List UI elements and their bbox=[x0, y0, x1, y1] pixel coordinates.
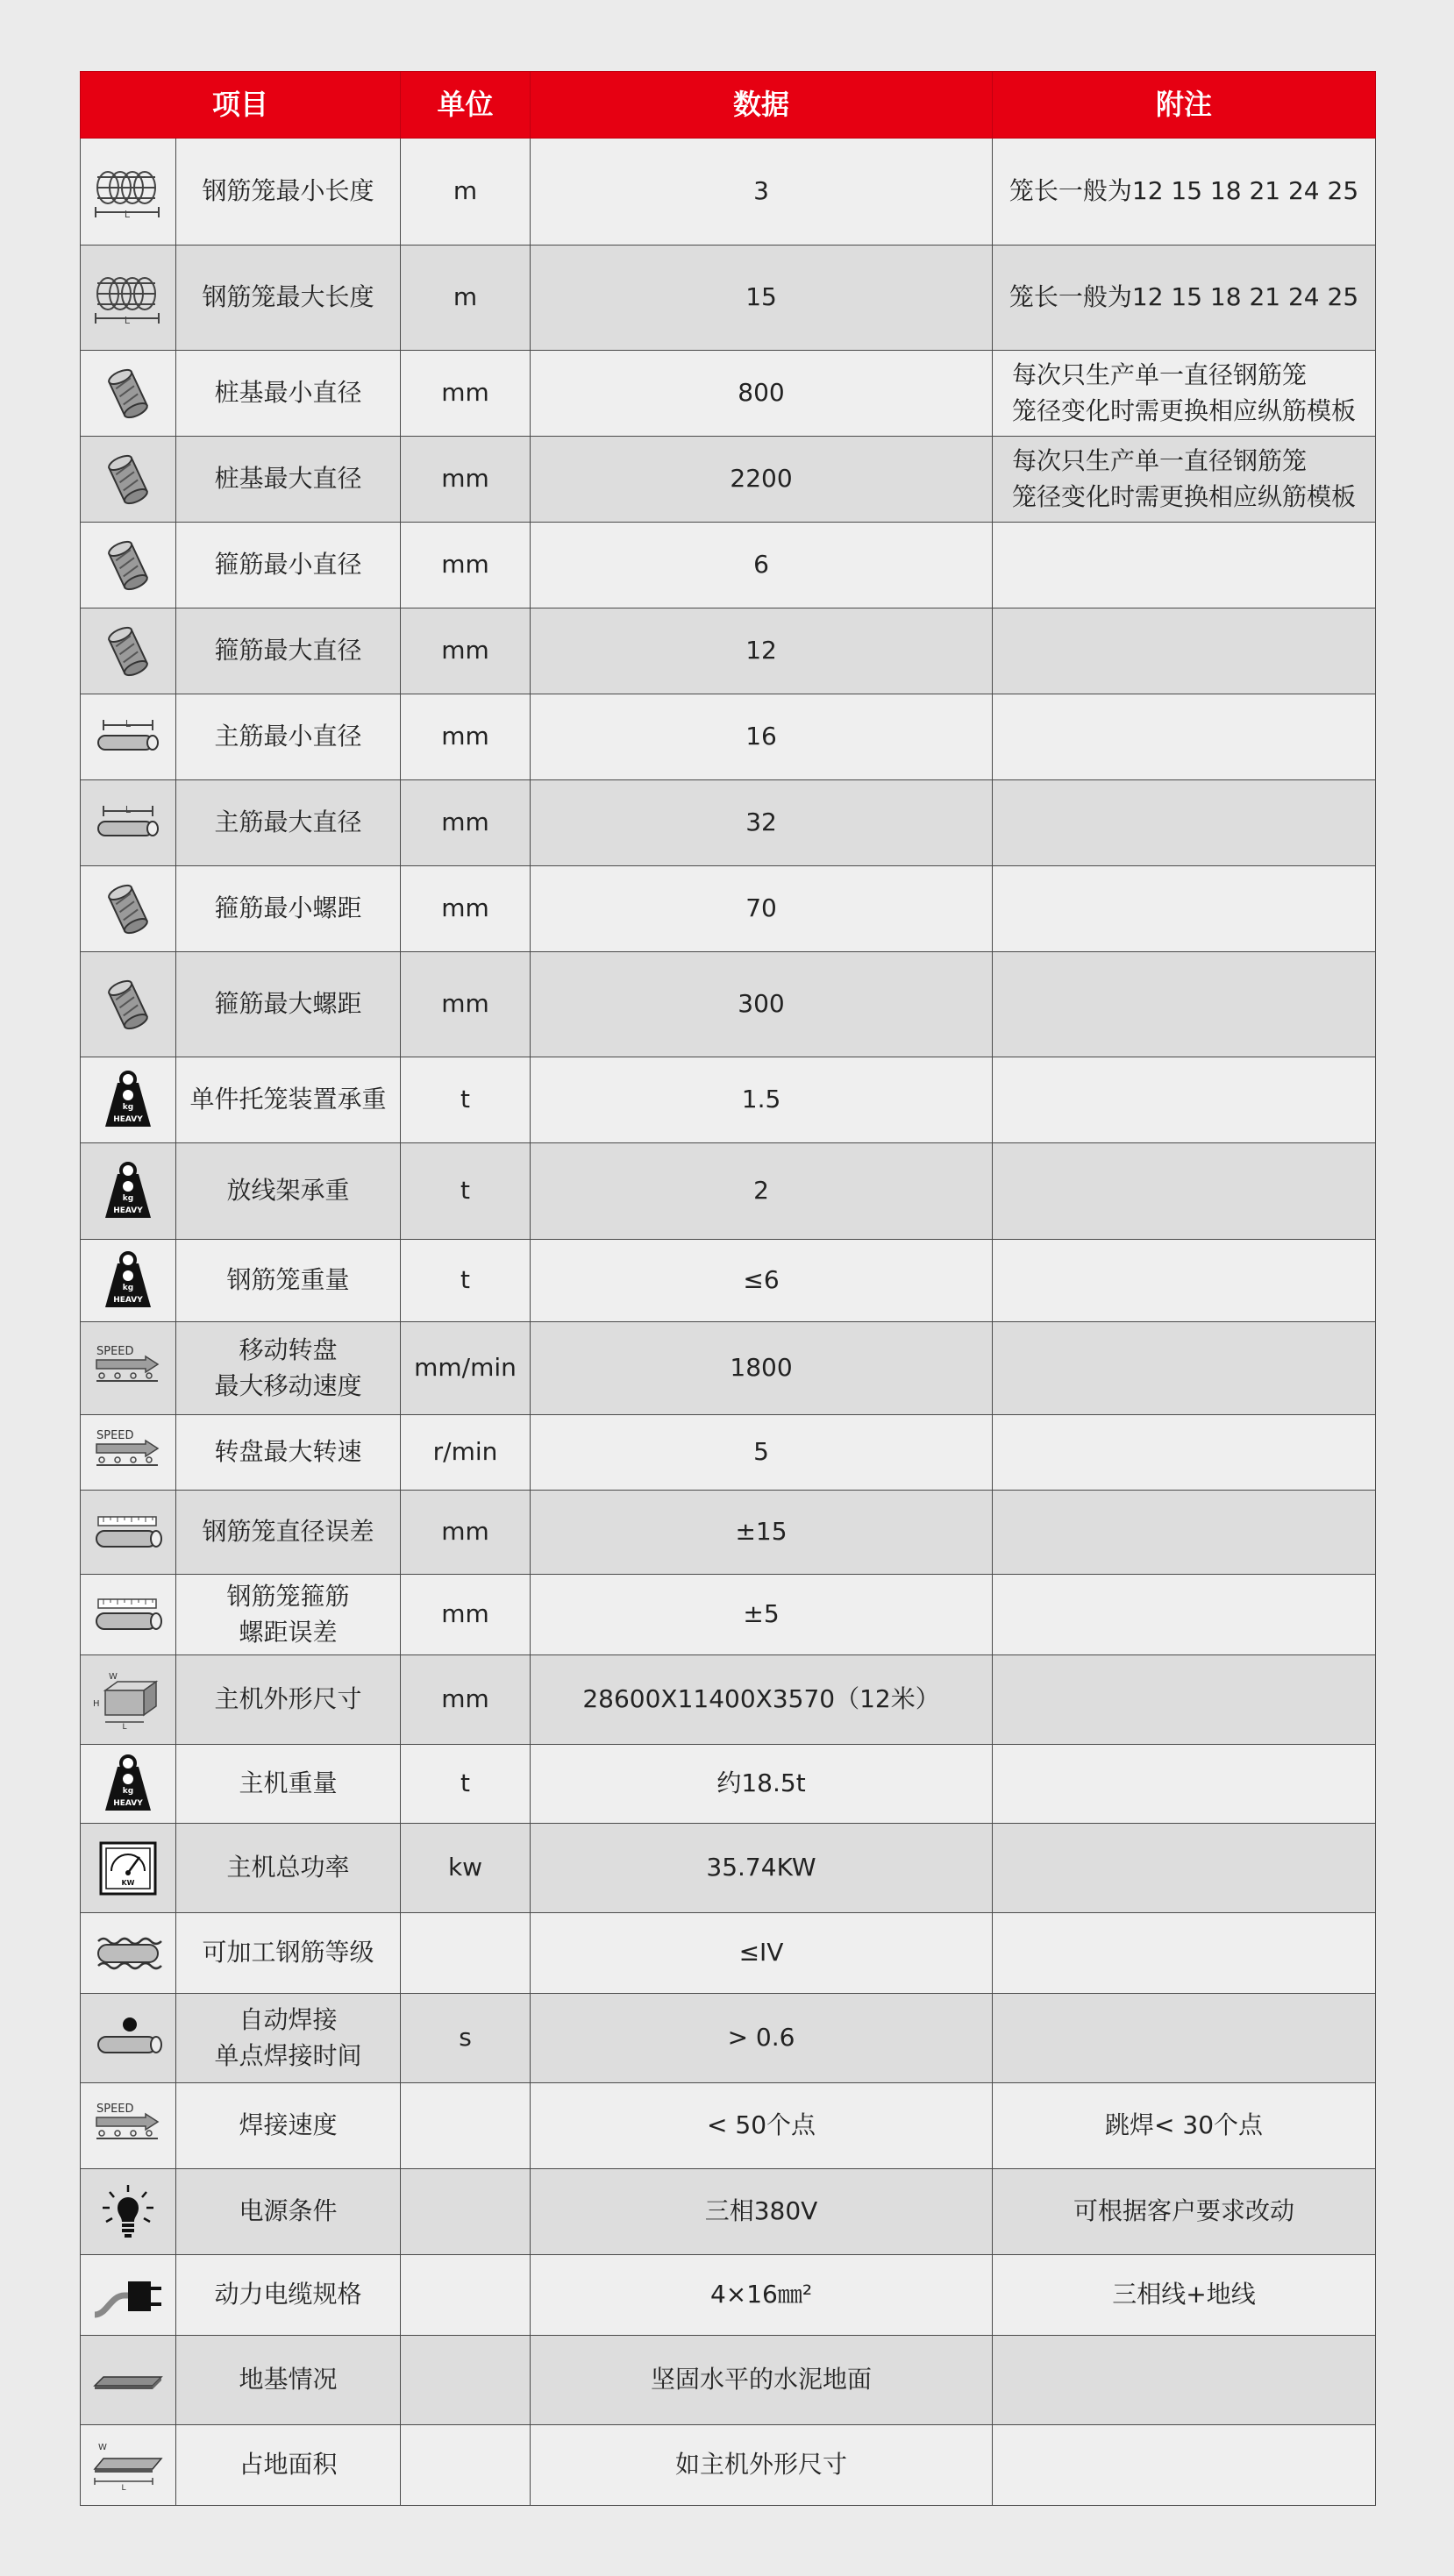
item-cell bbox=[176, 1575, 401, 1655]
item-label-line2: 螺距误差 bbox=[239, 1617, 338, 1647]
svg-text:kg: kg bbox=[122, 1193, 134, 1203]
unit-cell: mm bbox=[401, 523, 531, 608]
value-cell: 16 bbox=[531, 694, 993, 780]
unit-cell: r/min bbox=[401, 1415, 531, 1491]
item-label-line2: 最大移动速度 bbox=[214, 1370, 362, 1400]
table-row bbox=[81, 1057, 1376, 1143]
cage-length-icon bbox=[81, 139, 176, 246]
svg-text:L: L bbox=[125, 717, 132, 729]
cylinder-icon bbox=[81, 952, 176, 1057]
value-cell: ≤IV bbox=[531, 1913, 993, 1994]
unit-cell: t bbox=[401, 1745, 531, 1824]
note-text: 笼长一般为12 15 18 21 24 25 bbox=[1009, 176, 1359, 206]
item-label: 箍筋最大直径 bbox=[214, 636, 362, 665]
unit-cell: m bbox=[401, 139, 531, 246]
unit-cell bbox=[401, 2169, 531, 2255]
svg-text:L: L bbox=[122, 1722, 127, 1729]
unit-cell bbox=[401, 2083, 531, 2169]
svg-text:L: L bbox=[124, 208, 131, 220]
header-data: 数据 bbox=[531, 72, 993, 139]
speed-icon bbox=[81, 2083, 176, 2169]
table-row bbox=[81, 780, 1376, 866]
lightbulb-icon bbox=[81, 2169, 176, 2255]
table-row bbox=[81, 1240, 1376, 1322]
value-cell: ≤6 bbox=[531, 1240, 993, 1322]
svg-text:H: H bbox=[93, 1698, 100, 1709]
item-cell bbox=[176, 1913, 401, 1994]
item-cell bbox=[176, 2425, 401, 2506]
unit-cell: mm bbox=[401, 780, 531, 866]
value-cell: 如主机外形尺寸 bbox=[531, 2425, 993, 2506]
unit-cell bbox=[401, 2255, 531, 2336]
item-label: 桩基最大直径 bbox=[214, 464, 362, 494]
unit-cell: s bbox=[401, 1994, 531, 2083]
value-cell: < 50个点 bbox=[531, 2083, 993, 2169]
table-row bbox=[81, 1824, 1376, 1913]
table-row bbox=[81, 351, 1376, 437]
note-cell bbox=[993, 1655, 1376, 1745]
note-text: 跳焊< 30个点 bbox=[1105, 2110, 1264, 2140]
cylinder-icon bbox=[81, 351, 176, 437]
note-cell bbox=[993, 2083, 1376, 2169]
value-cell: 1800 bbox=[531, 1322, 993, 1415]
svg-text:L: L bbox=[121, 2483, 126, 2492]
value-cell: > 0.6 bbox=[531, 1994, 993, 2083]
note-cell bbox=[993, 694, 1376, 780]
item-label: 桩基最小直径 bbox=[214, 378, 362, 408]
item-cell bbox=[176, 1745, 401, 1824]
item-label: 主筋最大直径 bbox=[214, 808, 362, 837]
value-cell: 6 bbox=[531, 523, 993, 608]
note-cell bbox=[993, 952, 1376, 1057]
note-line2: 笼径变化时需更换相应纵筋模板 bbox=[1012, 481, 1357, 511]
cylinder-icon bbox=[81, 437, 176, 523]
unit-cell: mm bbox=[401, 1491, 531, 1575]
svg-text:kg: kg bbox=[122, 1102, 134, 1112]
item-cell bbox=[176, 1057, 401, 1143]
item-cell bbox=[176, 1143, 401, 1240]
item-label: 自动焊接 bbox=[239, 2004, 338, 2034]
item-cell bbox=[176, 437, 401, 523]
value-cell: 35.74KW bbox=[531, 1824, 993, 1913]
value-cell: ±5 bbox=[531, 1575, 993, 1655]
unit-cell: t bbox=[401, 1240, 531, 1322]
unit-cell bbox=[401, 1913, 531, 1994]
speed-icon bbox=[81, 1322, 176, 1415]
value-cell: 坚固水平的水泥地面 bbox=[531, 2336, 993, 2425]
item-cell bbox=[176, 1994, 401, 2083]
value-cell: 3 bbox=[531, 139, 993, 246]
svg-text:L: L bbox=[125, 803, 132, 815]
note-line1: 每次只生产单一直径钢筋笼 bbox=[1012, 445, 1308, 475]
table-row bbox=[81, 694, 1376, 780]
note-cell bbox=[993, 523, 1376, 608]
item-label: 焊接速度 bbox=[239, 2110, 338, 2140]
table-row bbox=[81, 2083, 1376, 2169]
value-cell: 2 bbox=[531, 1143, 993, 1240]
item-cell bbox=[176, 2169, 401, 2255]
item-cell bbox=[176, 139, 401, 246]
note-text: 可根据客户要求改动 bbox=[1073, 2196, 1295, 2226]
note-text: 三相线+地线 bbox=[1112, 2280, 1256, 2309]
table-row bbox=[81, 2425, 1376, 2506]
value-cell: 28600X11400X3570（12米） bbox=[531, 1655, 993, 1745]
item-label: 箍筋最大螺距 bbox=[214, 989, 362, 1019]
item-label: 钢筋笼重量 bbox=[226, 1265, 350, 1295]
svg-text:kg: kg bbox=[122, 1283, 134, 1292]
note-cell bbox=[993, 2336, 1376, 2425]
unit-cell: mm bbox=[401, 952, 531, 1057]
value-cell: 三相380V bbox=[531, 2169, 993, 2255]
note-line1: 每次只生产单一直径钢筋笼 bbox=[1012, 359, 1308, 389]
item-cell bbox=[176, 1322, 401, 1415]
table-row bbox=[81, 139, 1376, 246]
item-cell bbox=[176, 1415, 401, 1491]
item-label: 钢筋笼箍筋 bbox=[226, 1581, 350, 1611]
svg-text:KW: KW bbox=[121, 1878, 135, 1887]
value-cell: 15 bbox=[531, 246, 993, 351]
header-unit: 单位 bbox=[401, 72, 531, 139]
note-text: 笼长一般为12 15 18 21 24 25 bbox=[1009, 282, 1359, 312]
unit-cell bbox=[401, 2336, 531, 2425]
rebar-grade-icon bbox=[81, 1913, 176, 1994]
item-cell bbox=[176, 866, 401, 952]
box-dimension-icon bbox=[81, 1655, 176, 1745]
item-cell bbox=[176, 1240, 401, 1322]
unit-cell: t bbox=[401, 1143, 531, 1240]
item-label: 移动转盘 bbox=[239, 1334, 338, 1364]
value-cell: 12 bbox=[531, 608, 993, 694]
value-cell: 4×16㎜² bbox=[531, 2255, 993, 2336]
table-row bbox=[81, 1143, 1376, 1240]
cylinder-icon bbox=[81, 866, 176, 952]
item-cell bbox=[176, 523, 401, 608]
weight-icon bbox=[81, 1143, 176, 1240]
weld-point-icon bbox=[81, 1994, 176, 2083]
value-cell: ±15 bbox=[531, 1491, 993, 1575]
table-row bbox=[81, 246, 1376, 351]
note-cell bbox=[993, 1824, 1376, 1913]
item-label: 主机总功率 bbox=[226, 1853, 350, 1882]
ruler-bar-icon bbox=[81, 1575, 176, 1655]
table-row bbox=[81, 1994, 1376, 2083]
cylinder-icon bbox=[81, 608, 176, 694]
item-cell bbox=[176, 1491, 401, 1575]
item-label: 钢筋笼最大长度 bbox=[202, 282, 374, 312]
note-cell bbox=[993, 780, 1376, 866]
cylinder-icon bbox=[81, 523, 176, 608]
table-row bbox=[81, 1745, 1376, 1824]
weight-icon bbox=[81, 1057, 176, 1143]
floor-area-icon bbox=[81, 2425, 176, 2506]
value-cell: 300 bbox=[531, 952, 993, 1057]
item-cell bbox=[176, 1655, 401, 1745]
note-cell bbox=[993, 1745, 1376, 1824]
table-row bbox=[81, 2336, 1376, 2425]
table-row bbox=[81, 1322, 1376, 1415]
table-row bbox=[81, 523, 1376, 608]
svg-text:SPEED: SPEED bbox=[96, 2102, 134, 2116]
svg-text:kg: kg bbox=[122, 1786, 134, 1796]
item-label: 单件托笼装置承重 bbox=[189, 1085, 387, 1114]
unit-cell: mm bbox=[401, 351, 531, 437]
svg-text:SPEED: SPEED bbox=[96, 1428, 134, 1442]
note-cell bbox=[993, 1913, 1376, 1994]
item-cell bbox=[176, 2255, 401, 2336]
note-cell bbox=[993, 2255, 1376, 2336]
table-row bbox=[81, 1913, 1376, 1994]
item-label: 主机外形尺寸 bbox=[214, 1684, 362, 1714]
item-label: 占地面积 bbox=[239, 2450, 338, 2480]
note-line2: 笼径变化时需更换相应纵筋模板 bbox=[1012, 395, 1357, 425]
svg-text:W: W bbox=[109, 1671, 118, 1682]
power-meter-icon bbox=[81, 1824, 176, 1913]
svg-text:HEAVY: HEAVY bbox=[113, 1206, 143, 1215]
item-label-line2: 单点焊接时间 bbox=[214, 2040, 362, 2070]
cage-length-icon bbox=[81, 246, 176, 351]
note-cell bbox=[993, 139, 1376, 246]
value-cell: 800 bbox=[531, 351, 993, 437]
header-item: 项目 bbox=[81, 72, 401, 139]
unit-cell: mm bbox=[401, 437, 531, 523]
speed-icon bbox=[81, 1415, 176, 1491]
spec-table bbox=[80, 71, 1376, 2506]
unit-cell: mm bbox=[401, 1655, 531, 1745]
item-label: 钢筋笼直径误差 bbox=[202, 1517, 374, 1547]
item-cell bbox=[176, 2336, 401, 2425]
unit-cell: m bbox=[401, 246, 531, 351]
ruler-bar-icon bbox=[81, 1491, 176, 1575]
unit-cell: t bbox=[401, 1057, 531, 1143]
value-cell: 70 bbox=[531, 866, 993, 952]
ground-slab-icon bbox=[81, 2336, 176, 2425]
table-header-row bbox=[81, 72, 1376, 139]
note-cell bbox=[993, 2169, 1376, 2255]
item-label: 动力电缆规格 bbox=[214, 2280, 362, 2309]
svg-text:SPEED: SPEED bbox=[96, 1344, 134, 1358]
note-cell bbox=[993, 437, 1376, 523]
note-cell bbox=[993, 1240, 1376, 1322]
value-cell: 5 bbox=[531, 1415, 993, 1491]
unit-cell: mm bbox=[401, 694, 531, 780]
weight-icon bbox=[81, 1240, 176, 1322]
note-cell bbox=[993, 1491, 1376, 1575]
value-cell: 1.5 bbox=[531, 1057, 993, 1143]
svg-text:HEAVY: HEAVY bbox=[113, 1798, 143, 1808]
table-row bbox=[81, 437, 1376, 523]
unit-cell: kw bbox=[401, 1824, 531, 1913]
note-cell bbox=[993, 246, 1376, 351]
item-label: 主机重量 bbox=[239, 1768, 338, 1798]
svg-text:HEAVY: HEAVY bbox=[113, 1114, 143, 1124]
item-label: 主筋最小直径 bbox=[214, 722, 362, 751]
item-label: 放线架承重 bbox=[226, 1176, 350, 1206]
item-cell bbox=[176, 952, 401, 1057]
svg-text:L: L bbox=[124, 314, 131, 326]
item-cell bbox=[176, 694, 401, 780]
note-cell bbox=[993, 866, 1376, 952]
note-cell bbox=[993, 608, 1376, 694]
table-row bbox=[81, 952, 1376, 1057]
table-row bbox=[81, 2255, 1376, 2336]
svg-text:HEAVY: HEAVY bbox=[113, 1295, 143, 1305]
weight-icon bbox=[81, 1745, 176, 1824]
item-label: 电源条件 bbox=[239, 2196, 338, 2226]
table-row bbox=[81, 1655, 1376, 1745]
table-row bbox=[81, 2169, 1376, 2255]
item-label: 钢筋笼最小长度 bbox=[202, 176, 374, 206]
unit-cell: mm bbox=[401, 1575, 531, 1655]
header-note: 附注 bbox=[993, 72, 1376, 139]
item-cell bbox=[176, 1824, 401, 1913]
rebar-length-icon bbox=[81, 780, 176, 866]
item-cell bbox=[176, 2083, 401, 2169]
item-cell bbox=[176, 780, 401, 866]
item-cell bbox=[176, 246, 401, 351]
note-cell bbox=[993, 1415, 1376, 1491]
rebar-length-icon bbox=[81, 694, 176, 780]
note-cell bbox=[993, 1994, 1376, 2083]
note-cell bbox=[993, 351, 1376, 437]
value-cell: 32 bbox=[531, 780, 993, 866]
unit-cell: mm/min bbox=[401, 1322, 531, 1415]
unit-cell bbox=[401, 2425, 531, 2506]
note-cell bbox=[993, 2425, 1376, 2506]
table-row bbox=[81, 1491, 1376, 1575]
unit-cell: mm bbox=[401, 866, 531, 952]
table-row bbox=[81, 608, 1376, 694]
item-label: 地基情况 bbox=[239, 2365, 338, 2395]
item-cell bbox=[176, 608, 401, 694]
item-cell bbox=[176, 351, 401, 437]
item-label: 箍筋最小螺距 bbox=[214, 893, 362, 923]
unit-cell: mm bbox=[401, 608, 531, 694]
cable-plug-icon bbox=[81, 2255, 176, 2336]
table-row bbox=[81, 1575, 1376, 1655]
item-label: 转盘最大转速 bbox=[214, 1437, 362, 1467]
table-row bbox=[81, 1415, 1376, 1491]
note-cell bbox=[993, 1143, 1376, 1240]
note-cell bbox=[993, 1575, 1376, 1655]
note-cell bbox=[993, 1057, 1376, 1143]
svg-text:W: W bbox=[98, 2442, 107, 2452]
value-cell: 2200 bbox=[531, 437, 993, 523]
item-label: 可加工钢筋等级 bbox=[202, 1938, 374, 1968]
note-cell bbox=[993, 1322, 1376, 1415]
value-cell: 约18.5t bbox=[531, 1745, 993, 1824]
table-row bbox=[81, 866, 1376, 952]
item-label: 箍筋最小直径 bbox=[214, 550, 362, 580]
